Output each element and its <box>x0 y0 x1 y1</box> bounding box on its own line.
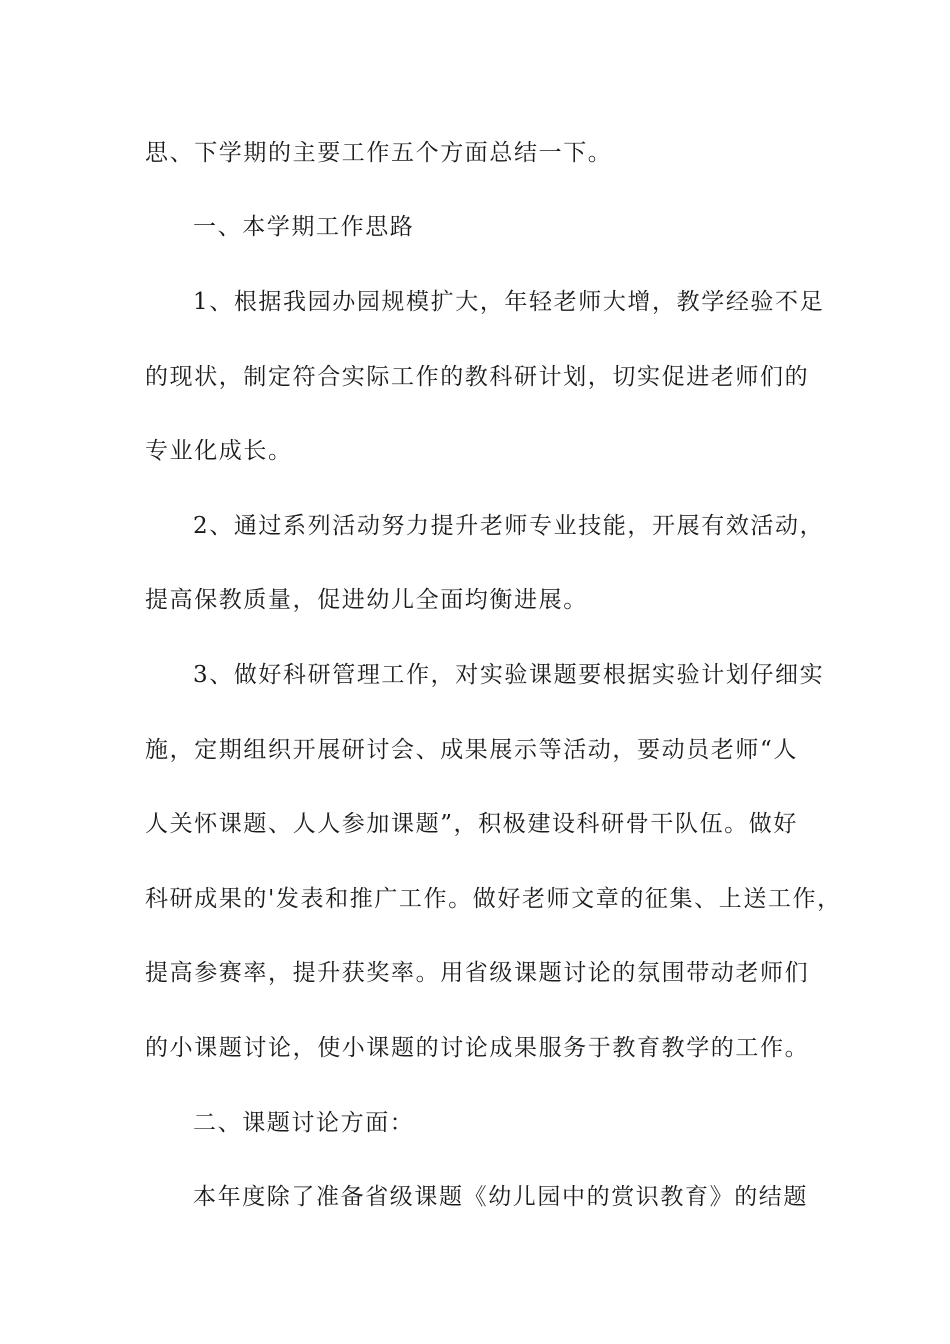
text-line-8: 3、做好科研管理工作，对实验课题要根据实验计划仔细实 <box>193 662 825 688</box>
text-line-12: 提高参赛率，提升获奖率。用省级课题讨论的氛围带动老师们 <box>145 960 810 986</box>
section-heading-2: 二、课题讨论方面： <box>193 1110 415 1136</box>
text-line-10: 人关怀课题、人人参加课题”，积极建设科研骨干队伍。做好 <box>145 811 798 837</box>
text-line-3: 1、根据我园办园规模扩大，年轻老师大增，教学经验不足 <box>193 289 825 315</box>
text-line-13: 的小课题讨论，使小课题的讨论成果服务于教育教学的工作。 <box>145 1035 810 1061</box>
text-line-6: 2、通过系列活动努力提升老师专业技能，开展有效活动， <box>193 513 825 539</box>
text-line-11: 科研成果的'发表和推广工作。做好老师文章的征集、上送工作， <box>145 886 842 912</box>
text-line-7: 提高保教质量，促进幼儿全面均衡进展。 <box>145 587 588 613</box>
text-line-9: 施，定期组织开展研讨会、成果展示等活动，要动员老师“人 <box>145 737 798 763</box>
section-heading-1: 一、本学期工作思路 <box>193 214 415 240</box>
text-line-5: 专业化成长。 <box>145 438 293 464</box>
text-line-15: 本年度除了准备省级课题《幼儿园中的赏识教育》的结题 <box>193 1184 808 1210</box>
text-line-4: 的现状，制定符合实际工作的教科研计划，切实促进老师们的 <box>145 364 810 390</box>
text-line-1: 思、下学期的主要工作五个方面总结一下。 <box>145 140 613 166</box>
